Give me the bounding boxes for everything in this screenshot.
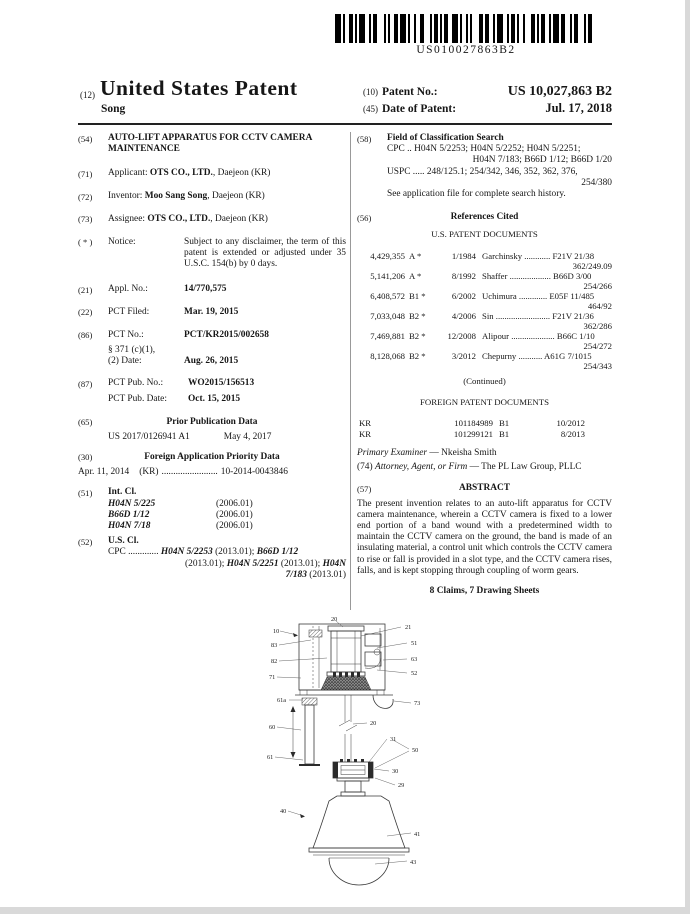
int-cl-code: B66D 1/12 — [108, 509, 150, 520]
int-cl-version: (2006.01) — [216, 520, 253, 531]
foreign-date: 8/2013 — [560, 429, 585, 440]
dot-leader: .................... — [511, 330, 555, 341]
focs-uspc-2: 254/380 — [581, 177, 612, 188]
dot-leader: ............. — [518, 290, 548, 301]
column-divider — [350, 132, 351, 610]
cited-name: Uchimura — [482, 290, 517, 301]
cited-subclass: 254/343 — [583, 360, 612, 371]
cited-class: F21V 21/38 — [552, 250, 595, 261]
field-tag: (71) — [78, 168, 93, 179]
cited-subclass: 464/92 — [587, 300, 612, 311]
foreign-cited-list — [357, 418, 612, 440]
cited-name: Chepurny — [482, 350, 517, 361]
cited-date: 6/2002 — [451, 290, 476, 301]
cited-number: 5,141,206 — [370, 270, 405, 281]
cpc-line-2: (2013.01); H04N 5/2251 (2013.01); H04N — [185, 558, 346, 569]
assignee-line: Assignee: OTS CO., LTD., Daejeon (KR) — [108, 213, 268, 224]
field-tag: (51) — [78, 487, 93, 498]
pct-no-value: PCT/KR2015/002658 — [184, 329, 269, 340]
field-tag: (65) — [78, 417, 93, 428]
country-code: KR — [359, 429, 372, 440]
foreign-number: 101184989 — [454, 418, 493, 429]
cited-patent-row — [357, 291, 612, 301]
cited-class: A61G 7/1015 — [544, 350, 592, 361]
field-86-pct-no — [78, 330, 346, 368]
field-73-assignee — [78, 214, 346, 226]
country-code: KR — [359, 418, 372, 429]
cited-date: 1/1984 — [451, 250, 476, 261]
ref-label: 41 — [414, 831, 421, 838]
field-tag: (22) — [78, 307, 93, 318]
notice-label: Notice: — [108, 236, 136, 247]
cited-subclass: 362/286 — [583, 320, 612, 331]
dot-leader: ........................ — [161, 467, 218, 478]
cited-class: B66C 1/10 — [556, 330, 595, 341]
field-tag: (57) — [357, 483, 372, 494]
cited-subclass: 362/249.09 — [572, 260, 612, 271]
ref-label: 31 — [390, 736, 397, 743]
cited-patent-row — [357, 311, 612, 321]
ref-label: 52 — [411, 670, 418, 677]
document-type-title: United States Patent — [100, 76, 298, 100]
lift-band — [339, 695, 357, 762]
continued-note: (Continued) — [463, 375, 506, 386]
cited-patent-row — [357, 271, 612, 281]
prior-pub-number: US 2017/0126941 A1 — [108, 431, 190, 442]
371-date-value: Aug. 26, 2015 — [184, 355, 239, 366]
appl-no-value: 14/770,575 — [184, 284, 227, 295]
cited-number: 8,128,068 — [370, 350, 405, 361]
field-58-focs — [357, 133, 612, 200]
invention-title: AUTO-LIFT APPARATUS FOR CCTV CAMERA MAINTENANCE — [108, 133, 312, 155]
ref-label: 20 — [370, 720, 377, 727]
int-cl-version: (2006.01) — [216, 498, 253, 509]
cpc-line-1: CPC ............. H04N 5/2253 (2013.01); B66D 1/12 — [108, 547, 299, 558]
field-tag: (30) — [78, 452, 93, 463]
ref-label: 30 — [392, 768, 399, 775]
field-21-appl-no — [78, 284, 346, 296]
inventor-line: Inventor: Moo Sang Song, Daejeon (KR) — [108, 191, 265, 202]
cited-kind: A * — [409, 250, 422, 261]
field-51-int-cl — [78, 487, 346, 532]
cited-class: F21V 21/36 — [552, 310, 594, 321]
ref-label: 82 — [271, 658, 278, 665]
ref-label: 51 — [411, 640, 418, 647]
field-54-title — [78, 133, 346, 155]
ref-label: 40 — [280, 808, 287, 815]
field-87-pct-pub — [78, 378, 346, 405]
cited-kind: B2 * — [409, 310, 426, 321]
ref-label: 60 — [269, 724, 276, 731]
claims-note: 8 Claims, 7 Drawing Sheets — [429, 586, 540, 597]
date-label: Date of Patent: — [382, 103, 457, 115]
foreign-date: 10/2012 — [556, 418, 585, 429]
primary-examiner-line: Primary Examiner — Nkeisha Smith — [357, 448, 497, 459]
foreign-patent-row — [357, 418, 612, 429]
foreign-kind: B1 — [499, 418, 510, 429]
cited-class: B66D 3/00 — [553, 270, 592, 281]
kind-code-tag: (12) — [80, 90, 95, 100]
patent-number-row — [363, 84, 612, 100]
ref-label: 61 — [267, 754, 274, 761]
barcode-number: US010027863B2 — [416, 44, 516, 56]
cited-number: 4,429,355 — [370, 250, 405, 261]
left-column — [78, 133, 346, 592]
ref-label: 50 — [412, 747, 419, 754]
band-reel-mound — [295, 672, 393, 695]
ref-label: 83 — [271, 642, 278, 649]
ref-label: 61a — [277, 697, 287, 704]
prior-pub-date: May 4, 2017 — [223, 431, 272, 442]
stopper-collar — [333, 759, 373, 781]
focs-uspc-1: USPC ..... 248/125.1; 254/342, 346, 352, 362, 376, — [387, 166, 578, 177]
references-heading: References Cited — [450, 212, 519, 223]
int-cl-heading: Int. Cl. — [108, 487, 137, 498]
focs-cpc-1: CPC .. H04N 5/2253; H04N 5/2252; H04N 5/2251; — [387, 144, 581, 155]
prior-pub-heading: Prior Publication Data — [166, 416, 258, 427]
date-of-patent-row — [363, 101, 612, 116]
cited-date: 4/2006 — [451, 310, 476, 321]
field-57-abstract — [357, 483, 612, 494]
foreign-kind: B1 — [499, 429, 510, 440]
field-tag: (21) — [78, 284, 93, 295]
us-cl-heading: U.S. Cl. — [108, 536, 139, 547]
foreign-priority-heading: Foreign Application Priority Data — [144, 451, 280, 462]
pct-no-label: PCT No.: — [108, 329, 144, 340]
cited-subclass: 254/266 — [583, 280, 612, 291]
cable-loop — [373, 695, 393, 708]
foreign-patent-row — [357, 429, 612, 440]
field-tag: ( * ) — [78, 237, 93, 248]
pct-pub-date-label: PCT Pub. Date: — [108, 394, 167, 405]
cited-date: 12/2008 — [447, 330, 476, 341]
cited-subclass: 254/272 — [583, 340, 612, 351]
priority-country: (KR) — [139, 467, 159, 478]
pct-filed-value: Mar. 19, 2015 — [184, 306, 239, 317]
scan-edge-right — [685, 0, 690, 914]
focs-cpc-2: H04N 7/183; B66D 1/12; B66D 1/20 — [472, 155, 612, 166]
cited-name: Sin — [482, 310, 494, 321]
field-tag: (73) — [78, 214, 93, 225]
patent-no-label: Patent No.: — [382, 86, 438, 98]
cited-kind: A * — [409, 270, 422, 281]
date-tag: (45) — [363, 104, 378, 114]
int-cl-code: H04N 7/18 — [108, 520, 151, 531]
abstract-text: The present invention relates to an auto-lift apparatus for CCTV camera maintenance, wherein a CCTV camera is fixed to a lower end portion of a band wound with a predetermined width to maintain the CCTV camera on the ground, the band is made of an insulating material, a control unit which controls the CCTV camera to rise or fall is provided in a slot type, and the CCTV camera rises, falls, and is kept stopping through coupling of worm gears. — [357, 498, 612, 576]
pct-filed-label: PCT Filed: — [108, 306, 150, 317]
int-cl-version: (2006.01) — [216, 509, 253, 520]
field-65-prior-pub — [78, 417, 346, 443]
us-patent-documents-heading: U.S. PATENT DOCUMENTS — [431, 229, 538, 240]
header-rule — [78, 123, 612, 125]
cited-number: 7,469,881 — [370, 330, 405, 341]
ref-label: 71 — [269, 674, 276, 681]
cited-patent-row — [357, 351, 612, 361]
dot-leader: ................... — [509, 270, 551, 281]
cited-patent-row — [357, 331, 612, 341]
field-tag: (56) — [357, 212, 372, 223]
dot-leader: ......................... — [495, 310, 551, 321]
patent-no-value: US 10,027,863 B2 — [507, 84, 612, 99]
ref-label: 63 — [411, 656, 418, 663]
371-clause: § 371 (c)(1), — [108, 344, 156, 355]
cited-patent-row — [357, 251, 612, 261]
inventor-surname: Song — [101, 103, 126, 115]
cited-class: E05F 11/485 — [549, 290, 595, 301]
cited-number: 7,033,048 — [370, 310, 405, 321]
cited-number: 6,408,572 — [370, 290, 405, 301]
field-72-inventor — [78, 191, 346, 203]
field-71-applicant — [78, 168, 346, 180]
dot-leader: ............ — [524, 250, 551, 261]
dot-leader: ........... — [518, 350, 543, 361]
abstract-heading: ABSTRACT — [458, 483, 511, 494]
ref-label: 29 — [398, 782, 405, 789]
priority-number: 10-2014-0043846 — [220, 467, 288, 478]
foreign-number: 101299121 — [453, 429, 493, 440]
field-tag: (54) — [78, 133, 93, 144]
cited-date: 8/1992 — [451, 270, 476, 281]
cited-kind: B1 * — [409, 290, 426, 301]
field-30-foreign-priority — [78, 452, 346, 478]
371-date-label: (2) Date: — [108, 355, 142, 366]
cctv-camera — [309, 781, 409, 885]
field-notice — [78, 237, 346, 271]
patent-no-tag: (10) — [363, 87, 378, 97]
figure-reference-labels — [267, 616, 420, 866]
appl-no-label: Appl. No.: — [108, 284, 148, 295]
field-tag: (52) — [78, 536, 93, 547]
ref-label: 73 — [414, 700, 421, 707]
guide-strip — [291, 698, 321, 766]
cited-kind: B2 * — [409, 330, 426, 341]
pct-pub-no-label: PCT Pub. No.: — [108, 378, 164, 389]
cited-name: Garchinsky — [482, 250, 523, 261]
ref-label: 43 — [410, 859, 417, 866]
ref-label: 10 — [273, 628, 280, 635]
focs-heading: Field of Classification Search — [387, 133, 504, 143]
ref-label: 21 — [405, 624, 412, 631]
applicant-line: Applicant: OTS CO., LTD., Daejeon (KR) — [108, 168, 271, 179]
notice-text: Subject to any disclaimer, the term of this patent is extended or adjusted under 35 U.S.C. 154(b) by 0 days. — [184, 236, 346, 269]
cited-name: Shaffer — [482, 270, 508, 281]
int-cl-code: H04N 5/225 — [108, 498, 156, 509]
field-22-pct-filed — [78, 307, 346, 319]
cited-name: Alipour — [482, 330, 510, 341]
attorney-line: (74) Attorney, Agent, or Firm — The PL Law Group, PLLC — [357, 462, 582, 473]
cited-kind: B2 * — [409, 350, 426, 361]
field-tag: (86) — [78, 330, 93, 341]
pct-pub-no-value: WO2015/156513 — [188, 378, 255, 389]
field-tag: (72) — [78, 191, 93, 202]
priority-date: Apr. 11, 2014 — [78, 467, 130, 478]
right-column — [357, 133, 612, 597]
cpc-line-3: 7/183 (2013.01) — [285, 569, 346, 580]
pct-pub-date-value: Oct. 15, 2015 — [188, 394, 241, 405]
field-52-us-cl — [78, 536, 346, 581]
patent-drawing-figure — [253, 612, 453, 910]
focs-note: See application file for complete search history. — [387, 189, 566, 200]
patent-barcode — [335, 14, 597, 43]
foreign-patent-documents-heading: FOREIGN PATENT DOCUMENTS — [419, 396, 550, 407]
us-cited-list — [357, 251, 612, 371]
cited-date: 3/2012 — [451, 350, 476, 361]
field-tag: (58) — [357, 133, 372, 144]
date-value: Jul. 17, 2018 — [545, 101, 612, 115]
field-56-references — [357, 212, 612, 223]
ref-label: 20 — [331, 616, 338, 623]
field-tag: (87) — [78, 378, 93, 389]
